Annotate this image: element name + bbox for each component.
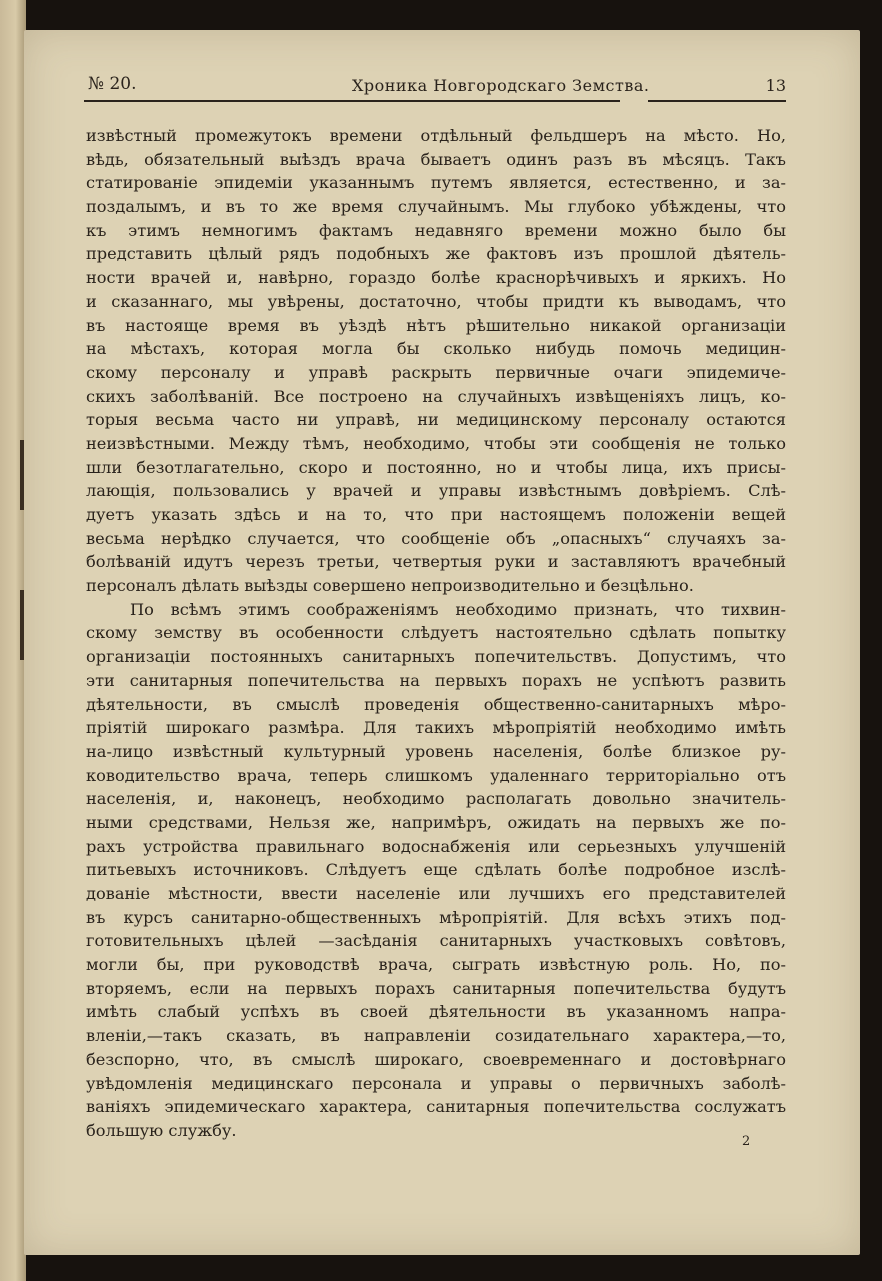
text-line: ководительство врача, теперь слишкомъ удаленнаго территоріально отъ: [86, 765, 786, 785]
text-line: статированіе эпидеміи указаннымъ путемъ является, естественно, и за-: [86, 173, 786, 193]
text-line: ными средствами, Нельзя же, напримѣръ, ожидать на первыхъ же по-: [86, 812, 786, 832]
page-number: 13: [765, 76, 786, 95]
previous-page-edge: [0, 0, 26, 1281]
text-line: на-лицо извѣстный культурный уровень населенія, болѣе близкое ру-: [86, 741, 786, 761]
text-line: вторяемъ, если на первыхъ порахъ санитарныя попечительства будутъ: [86, 978, 786, 998]
text-line: извѣстный промежутокъ времени отдѣльный фельдшеръ на мѣсто. Но,: [86, 126, 786, 145]
text-line: скихъ заболѣваній. Все построено на случайныхъ извѣщеніяхъ лицъ, ко-: [86, 386, 786, 406]
text-line: увѣдомленія медицинскаго персонала и управы о первичныхъ заболѣ-: [86, 1073, 786, 1093]
text-line: большую службу.: [86, 1120, 237, 1140]
text-line: ваніяхъ эпидемическаго характера, санитарныя попечительства сослужатъ: [86, 1097, 786, 1117]
text-line: ности врачей и, навѣрно, гораздо болѣе краснорѣчивыхъ и яркихъ. Но: [86, 268, 786, 288]
text-line: дованіе мѣстности, ввести населеніе или лучшихъ его представителей: [86, 884, 786, 903]
text-line: торыя весьма часто ни управѣ, ни медицинскому персоналу остаются: [86, 410, 786, 430]
text-line: весьма нерѣдко случается, что сообщеніе объ „опасныхъ“ случаяхъ за-: [86, 528, 786, 548]
text-line: населенія, и, наконецъ, необходимо располагать довольно значитель-: [86, 789, 786, 809]
text-line: питьевыхъ источниковъ. Слѣдуетъ еще сдѣлать болѣе подробное изслѣ-: [86, 860, 786, 880]
text-line: По всѣмъ этимъ соображеніямъ необходимо признать, что тихвин-: [130, 599, 786, 619]
text-line: дуетъ указать здѣсь и на то, что при настоящемъ положеніи вещей: [86, 505, 786, 524]
text-line: могли бы, при руководствѣ врача, сыграть извѣстную роль. Но, по-: [86, 955, 786, 975]
text-line: лающія, пользовались у врачей и управы извѣстнымъ довѣріемъ. Слѣ-: [86, 481, 786, 501]
signature-mark: 2: [742, 1134, 751, 1149]
text-line: организаціи постоянныхъ санитарныхъ попечительствъ. Допустимъ, что: [86, 647, 786, 667]
text-line: скому земству въ особенности слѣдуетъ настоятельно сдѣлать попытку: [86, 623, 786, 643]
text-line: эти санитарныя попечительства на первыхъ порахъ не успѣютъ развить: [86, 670, 786, 690]
text-line: скому персоналу и управѣ раскрыть первичные очаги эпидемиче-: [86, 362, 786, 382]
body-text: [86, 124, 786, 1143]
running-header: [62, 72, 788, 102]
text-line: болѣваній идутъ черезъ третьи, четвертыя руки и заставляютъ врачебный: [86, 552, 786, 572]
text-line: рахъ устройства правильнаго водоснабженія или серьезныхъ улучшеній: [86, 836, 786, 856]
text-line: въ курсъ санитарно-общественныхъ мѣропріятій. Для всѣхъ этихъ под-: [86, 907, 786, 927]
text-line: въ настояще время въ уѣздѣ нѣтъ рѣшительно никакой организаціи: [86, 315, 786, 335]
text-line: представить цѣлый рядъ подобныхъ же фактовъ изъ прошлой дѣятель-: [86, 244, 786, 264]
text-line: имѣть слабый успѣхъ въ своей дѣятельности въ указанномъ напра-: [86, 1002, 786, 1022]
text-line: безспорно, что, въ смыслѣ широкаго, своевременнаго и достовѣрнаго: [86, 1049, 786, 1069]
text-line: дѣятельности, въ смыслѣ проведенія общественно-санитарныхъ мѣро-: [86, 694, 786, 714]
issue-number: № 20.: [88, 74, 137, 94]
header-rule-right: [648, 100, 786, 102]
text-line: шли безотлагательно, скоро и постоянно, но и чтобы лица, ихъ присы-: [86, 457, 786, 477]
text-line: вленіи,—такъ сказать, въ направленіи созидательнаго характера,—то,: [86, 1026, 786, 1046]
text-line: поздалымъ, и въ то же время случайнымъ. Мы глубоко убѣждены, что: [86, 197, 786, 217]
running-title: Хроника Новгородскаго Земства.: [352, 76, 650, 95]
text-line: пріятій широкаго размѣра. Для такихъ мѣропріятій необходимо имѣть: [86, 718, 786, 738]
text-line: неизвѣстными. Между тѣмъ, необходимо, чтобы эти сообщенія не только: [86, 433, 786, 453]
text-line: персоналъ дѣлать выѣзды совершено непроизводительно и безцѣльно.: [86, 576, 694, 596]
text-line: къ этимъ немногимъ фактамъ недавняго времени можно было бы: [86, 220, 786, 240]
text-line: вѣдь, обязательный выѣздъ врача бываетъ одинъ разъ въ мѣсяцъ. Такъ: [86, 149, 786, 169]
text-line: готовительныхъ цѣлей —засѣданія санитарныхъ участковыхъ совѣтовъ,: [86, 931, 786, 951]
text-line: на мѣстахъ, которая могла бы сколько нибудь помочь медицин-: [86, 339, 786, 359]
text-line: и сказаннаго, мы увѣрены, достаточно, чтобы придти къ выводамъ, что: [86, 291, 786, 311]
header-rule-left: [84, 100, 620, 102]
